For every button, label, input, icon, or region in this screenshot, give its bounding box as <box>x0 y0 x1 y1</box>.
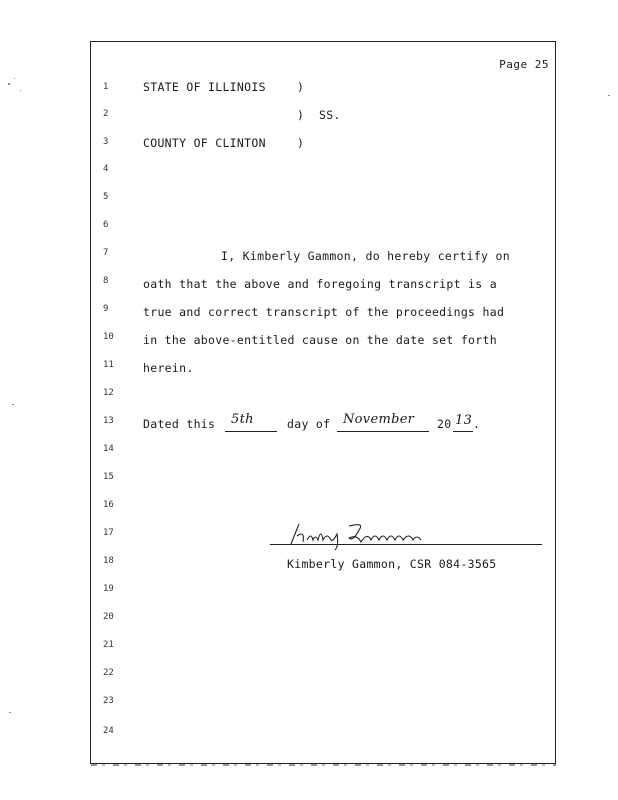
line-number: 11 <box>103 360 114 370</box>
line-number: 5 <box>103 192 109 202</box>
page-number: Page 25 <box>499 58 549 71</box>
dated-prefix: Dated this <box>143 417 216 431</box>
line-number: 18 <box>103 556 114 566</box>
caption-county: COUNTY OF CLINTON <box>143 136 266 150</box>
line-number: 20 <box>103 612 114 622</box>
line-number: 23 <box>103 696 114 706</box>
dated-middle: day of <box>287 417 331 431</box>
signature-mark <box>287 518 437 552</box>
dated-year-handwritten: 13 <box>455 413 473 428</box>
line-number: 1 <box>103 82 109 92</box>
line-number: 9 <box>103 304 109 314</box>
line-number: 19 <box>103 584 114 594</box>
caption-state: STATE OF ILLINOIS <box>143 80 266 94</box>
certification-line: I, Kimberly Gammon, do hereby certify on <box>221 249 510 263</box>
signature-printed-name: Kimberly Gammon, CSR 084-3565 <box>287 557 497 571</box>
line-number: 10 <box>103 332 114 342</box>
caption-county-paren: ) <box>297 136 305 150</box>
signature-line <box>270 544 542 545</box>
line-number: 22 <box>103 668 114 678</box>
dated-end: . <box>473 417 481 431</box>
caption-ss: SS. <box>319 108 341 122</box>
caption-ss-paren: ) <box>297 108 305 122</box>
dated-day-underline <box>225 431 277 432</box>
line-number: 2 <box>103 109 109 119</box>
scan-speck <box>12 404 14 405</box>
dated-year-underline <box>453 431 473 432</box>
certification-line: in the above-entitled cause on the date set forth <box>143 333 497 347</box>
dated-month-underline <box>337 431 429 432</box>
transcript-page <box>90 41 556 764</box>
line-number: 4 <box>103 164 109 174</box>
scan-speck <box>9 712 11 713</box>
line-number: 15 <box>103 472 114 482</box>
line-number: 3 <box>103 137 109 147</box>
dated-year-prefix: 20 <box>437 417 452 431</box>
line-number: 8 <box>103 276 109 286</box>
dated-month-handwritten: November <box>343 412 415 427</box>
scan-speck <box>14 78 15 79</box>
line-number: 14 <box>103 444 114 454</box>
line-number: 7 <box>103 248 109 258</box>
caption-state-paren: ) <box>297 80 305 94</box>
line-number: 17 <box>103 528 114 538</box>
dated-day-handwritten: 5th <box>231 412 254 427</box>
line-number: 24 <box>103 726 114 736</box>
scan-artifact <box>91 764 556 766</box>
certification-line: herein. <box>143 361 194 375</box>
line-number: 13 <box>103 416 114 426</box>
line-number: 21 <box>103 640 114 650</box>
scan-speck <box>608 95 610 96</box>
line-number: 12 <box>103 388 114 398</box>
line-number: 6 <box>103 220 109 230</box>
certification-line: true and correct transcript of the proceedings had <box>143 305 505 319</box>
certification-line: oath that the above and foregoing transcript is a <box>143 277 497 291</box>
scan-speck <box>8 83 10 85</box>
line-number: 16 <box>103 500 114 510</box>
scan-speck <box>20 90 21 91</box>
